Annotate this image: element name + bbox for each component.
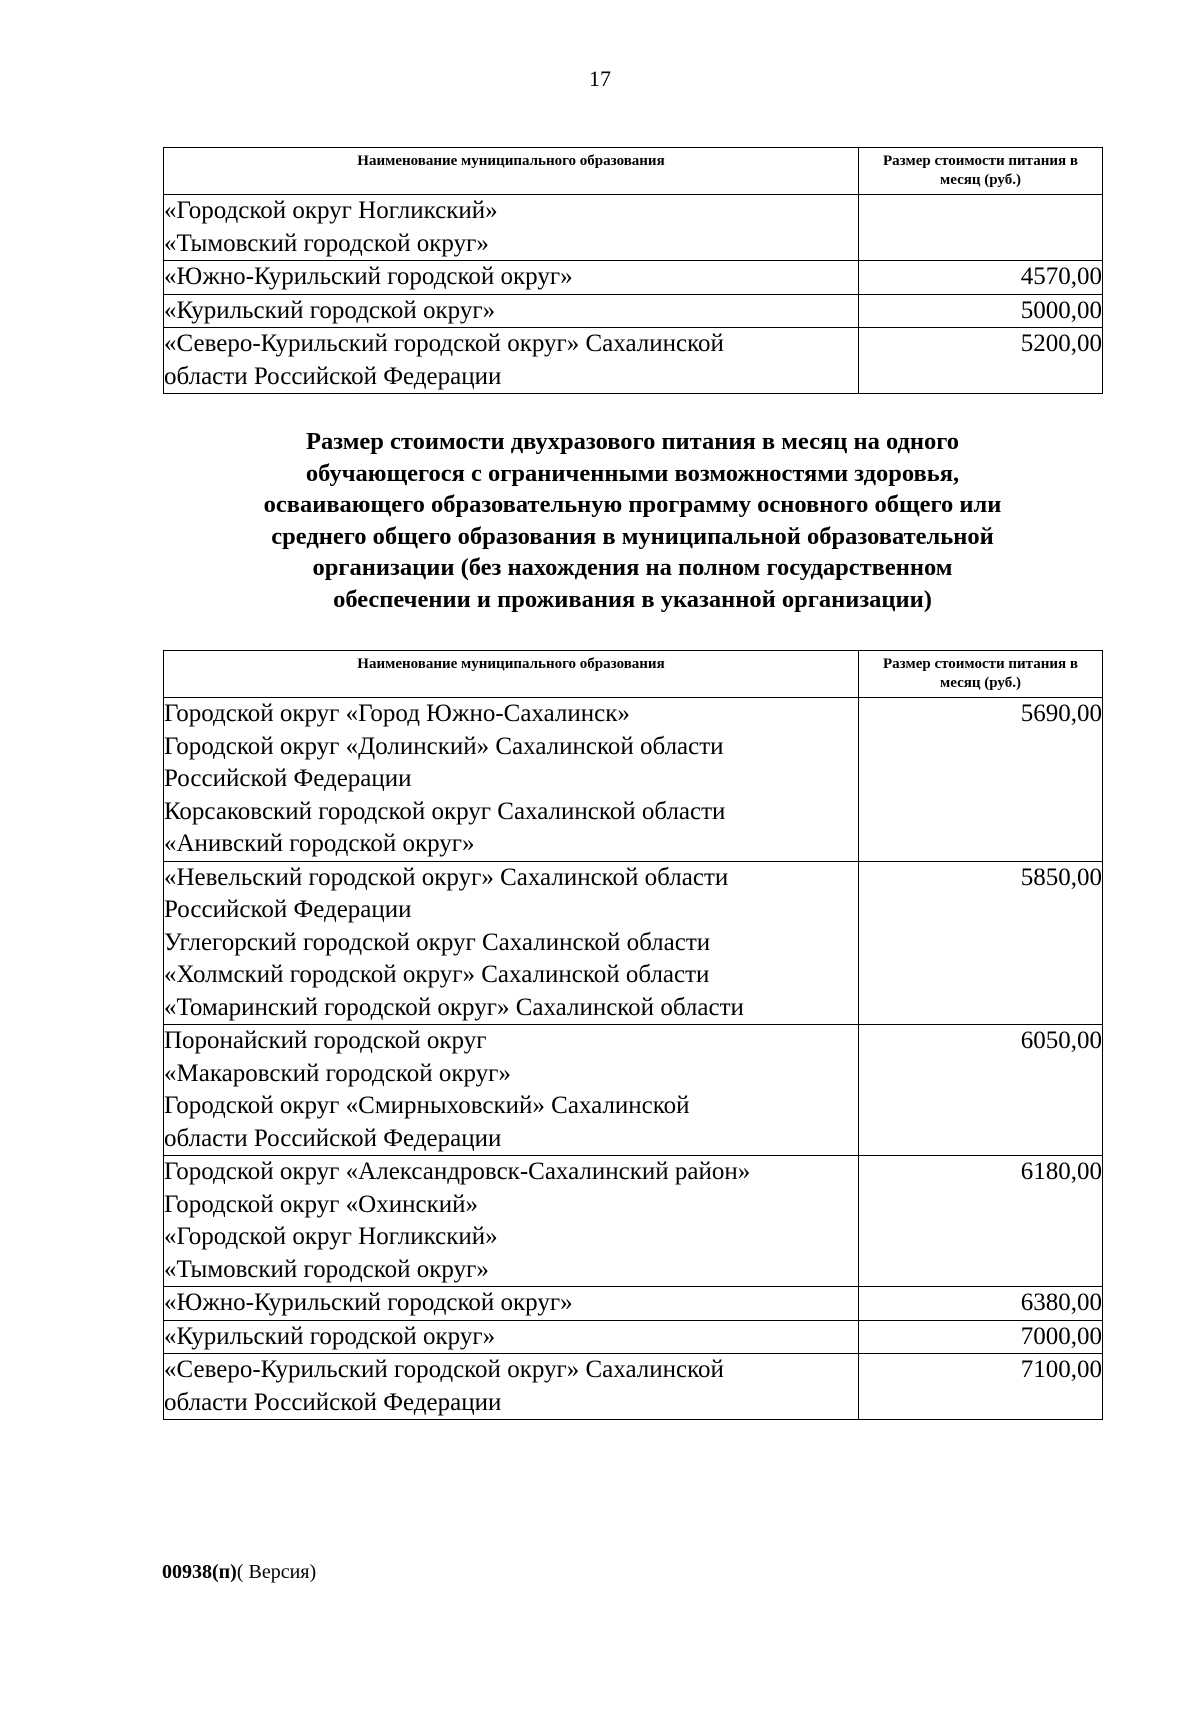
table-row — [164, 1156, 1103, 1287]
table-row — [164, 1354, 1103, 1420]
municipality-name: «Городской округ Ногликский» — [164, 1223, 498, 1250]
cost-cell: 5000,00 — [859, 294, 1103, 328]
municipality-name: «Томаринский городской округ» Сахалинской области — [164, 993, 744, 1021]
municipality-cell — [164, 1320, 859, 1354]
municipality-name: «Курильский городской округ» — [164, 1322, 496, 1350]
heading-line: обучающегося с ограниченными возможностями здоровья, — [305, 459, 960, 487]
heading-line: обеспечении и проживания в указанной организации) — [333, 585, 932, 613]
municipality-name: «Северо-Курильский городской округ» Сахалинской — [164, 330, 724, 357]
table-row — [164, 1287, 1103, 1321]
table-row — [164, 1025, 1103, 1156]
cost-table-continued — [163, 147, 1103, 394]
municipality-cell — [164, 328, 859, 394]
table-body — [164, 698, 1103, 1420]
table-row — [164, 195, 1103, 261]
document-version: ( Версия) — [236, 1561, 317, 1583]
cost-cell: 5850,00 — [859, 861, 1103, 1025]
municipality-name: области Российской Федерации — [164, 362, 502, 390]
cost-cell: 6380,00 — [859, 1287, 1103, 1321]
cost-cell: 6050,00 — [859, 1025, 1103, 1156]
header-cost: Размер стоимости питания в месяц (руб.) — [859, 651, 1103, 698]
municipality-cell — [164, 861, 859, 1025]
municipality-name: области Российской Федерации — [164, 1388, 502, 1416]
cost-table-two-meals — [163, 650, 1103, 1420]
table-header-row — [164, 148, 1103, 195]
municipality-cell — [164, 698, 859, 862]
municipality-name: «Городской округ Ногликский» — [164, 197, 498, 224]
municipality-name: Городской округ «Охинский» — [164, 1190, 478, 1218]
municipality-name: «Южно-Курильский городской округ» — [164, 263, 573, 290]
municipality-name: «Тымовский городской округ» — [164, 229, 489, 257]
municipality-name: Поронайский городской округ — [164, 1027, 487, 1054]
page-number: 17 — [589, 66, 611, 91]
document-number: 00938(п) — [162, 1561, 237, 1583]
municipality-name: «Макаровский городской округ» — [164, 1059, 511, 1087]
header-municipality: Наименование муниципального образования — [164, 651, 859, 698]
cost-cell: 6180,00 — [859, 1156, 1103, 1287]
municipality-cell — [164, 1287, 859, 1321]
heading-line: среднего общего образования в муниципальной образовательной — [271, 522, 994, 550]
municipality-name: «Южно-Курильский городской округ» — [164, 1289, 573, 1316]
table-header-row — [164, 651, 1103, 698]
municipality-cell — [164, 1354, 859, 1420]
table-row — [164, 861, 1103, 1025]
heading-line: Размер стоимости двухразового питания в месяц на одного — [305, 428, 960, 455]
header-municipality: Наименование муниципального образования — [164, 148, 859, 195]
table-body — [164, 195, 1103, 394]
municipality-cell — [164, 195, 859, 261]
municipality-name: Углегорский городской округ Сахалинской области — [164, 928, 711, 956]
cost-cell: 5690,00 — [859, 698, 1103, 862]
table-row — [164, 328, 1103, 394]
cost-cell: 5200,00 — [859, 328, 1103, 394]
table-row — [164, 698, 1103, 862]
municipality-name: Городской округ «Город Южно-Сахалинск» — [164, 700, 630, 727]
header-cost: Размер стоимости питания в месяц (руб.) — [859, 148, 1103, 195]
table-row — [164, 294, 1103, 328]
table-row — [164, 1320, 1103, 1354]
municipality-name: Корсаковский городской округ Сахалинской области — [164, 797, 726, 825]
municipality-name: Городской округ «Смирныховский» Сахалинской — [164, 1092, 690, 1119]
cost-cell: 4570,00 — [859, 261, 1103, 295]
municipality-name: «Северо-Курильский городской округ» Сахалинской — [164, 1356, 724, 1383]
municipality-cell — [164, 1025, 859, 1156]
municipality-name: «Холмский городской округ» Сахалинской области — [164, 961, 710, 988]
municipality-cell — [164, 294, 859, 328]
municipality-name: Городской округ «Долинский» Сахалинской области — [164, 732, 724, 760]
municipality-name: Российской Федерации — [164, 765, 412, 792]
municipality-name: Российской Федерации — [164, 896, 412, 923]
document-code — [162, 1561, 316, 1584]
municipality-name: «Невельский городской округ» Сахалинской области — [164, 863, 729, 891]
municipality-name: области Российской Федерации — [164, 1124, 502, 1152]
heading-line: организации (без нахождения на полном государственном — [312, 554, 953, 581]
municipality-name: «Анивский городской округ» — [164, 830, 475, 857]
heading-line: осваивающего образовательную программу основного общего или — [263, 491, 1002, 518]
cost-cell — [859, 195, 1103, 261]
municipality-cell — [164, 261, 859, 295]
cost-cell: 7000,00 — [859, 1320, 1103, 1354]
table-row — [164, 261, 1103, 295]
section-heading — [163, 426, 1102, 615]
municipality-name: «Курильский городской округ» — [164, 296, 496, 324]
municipality-name: «Тымовский городской округ» — [164, 1255, 489, 1283]
cost-cell: 7100,00 — [859, 1354, 1103, 1420]
municipality-cell — [164, 1156, 859, 1287]
municipality-name: Городской округ «Александровск-Сахалинский район» — [164, 1158, 751, 1185]
